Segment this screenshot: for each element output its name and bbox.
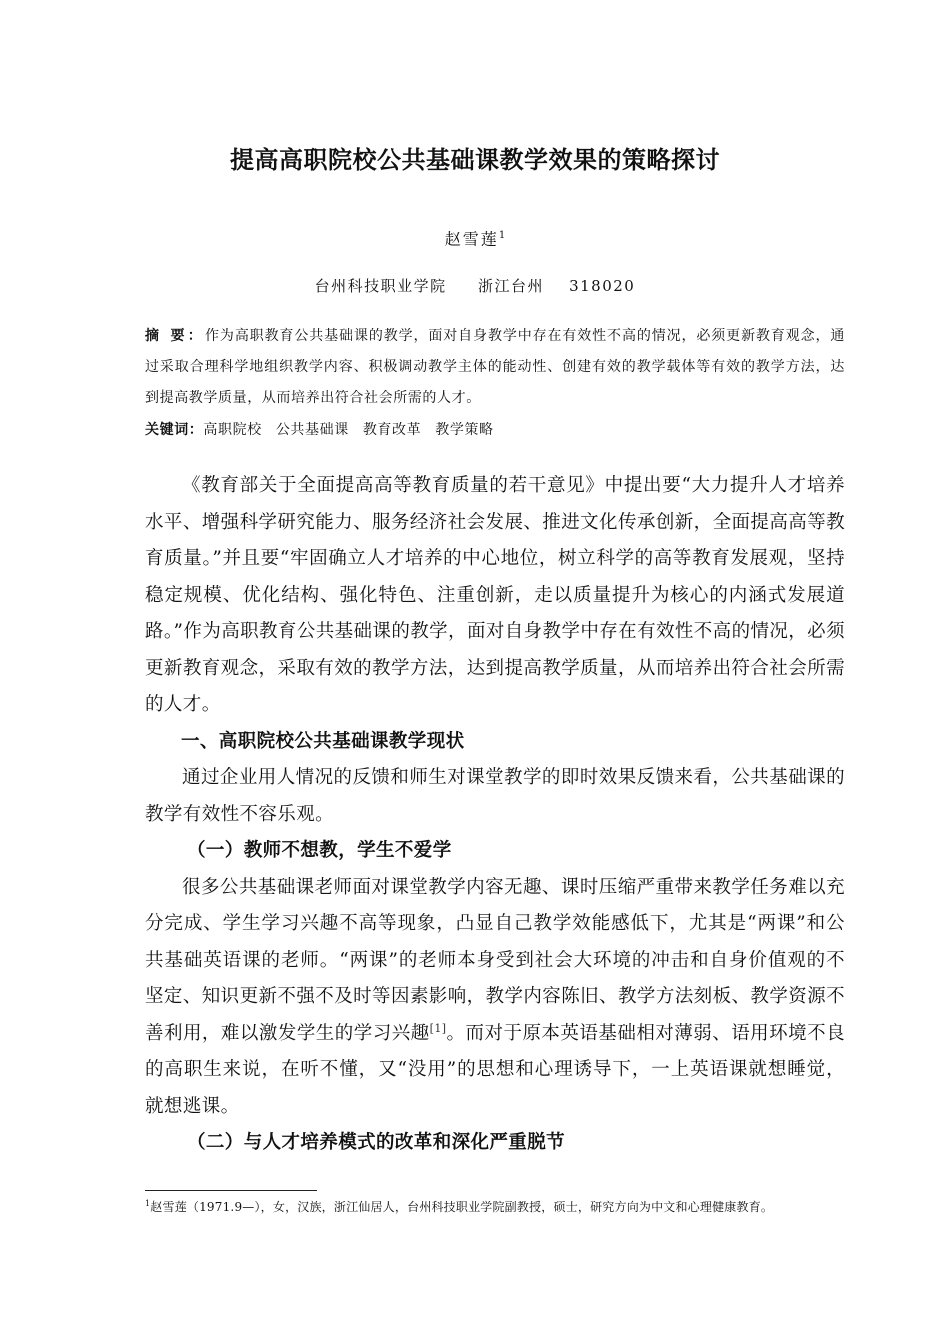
subsection-heading: （一）教师不想教，学生不爱学 (187, 840, 452, 861)
body-paragraph: 《教育部关于全面提高高等教育质量的若干意见》中提出要“大力提升人才培养水平、增强科学研究能力、服务经济社会发展、推进文化传承创新，全面提高高等教育质量。”并且要“牢固确立人才培养的中心地位，树立科学的高等教育发展观，坚持稳定规模、优化结构、强化特色、注重创新，走以质量提升为核心的内涵式发展道路。”作为高职教育公共基础课的教学，面对自身教学中存在有效性不高的情况，必须更新教育观念，采取有效的教学方法，达到提高教学质量，从而培养出符合社会所需的人才。 (145, 475, 845, 715)
footnote-text: 赵雪莲（1971.9—），女，汉族，浙江仙居人，台州科技职业学院副教授，硕士，研究方向为中文和心理健康教育。 (150, 1200, 774, 1214)
keyword: 公共基础课 (275, 422, 349, 438)
keyword: 教育改革 (362, 422, 422, 438)
section-heading: 一、高职院校公共基础课教学现状 (181, 730, 465, 752)
citation-mark: [1] (429, 1021, 447, 1035)
subsection-heading: （二）与人才培养模式的改革和深化严重脱节 (187, 1132, 566, 1153)
keyword: 教学策略 (435, 422, 494, 438)
abstract-label: 摘 要： (145, 328, 206, 344)
footnote-mark: 1 (145, 1199, 151, 1208)
paragraph-text: 很多公共基础课老师面对课堂教学内容无趣、课时压缩严重带来教学任务难以充分完成、学生学习兴趣不高等现象，凸显自己教学效能感低下，尤其是“两课”和公共基础英语课的老师。“两课”的老师本身受到社会大环境的冲击和自身价值观的不坚定、知识更新不强不及时等因素影响，教学内容陈旧、教学方法刻板、教学资源不善利用，难以激发学生的学习兴趣 (145, 876, 845, 1044)
keywords-label: 关键词： (145, 422, 204, 438)
keywords (145, 416, 845, 444)
author-name: 赵雪莲 (444, 229, 499, 249)
body-paragraph: 通过企业用人情况的反馈和师生对课堂教学的即时效果反馈来看，公共基础课的教学有效性不容乐观。 (145, 767, 845, 825)
abstract-text: 作为高职教育公共基础课的教学，面对自身教学中存在有效性不高的情况，必须更新教育观念，通过采取合理科学地组织教学内容、积极调动教学主体的能动性、创建有效的教学载体等有效的教学方法，达到提高教学质量，从而培养出符合社会所需的人才。 (145, 328, 845, 406)
footnote-divider (145, 1190, 317, 1191)
footnote (145, 1196, 845, 1215)
body-text (145, 468, 845, 1162)
paper-title: 提高高职院校公共基础课教学效果的策略探讨 (230, 146, 720, 174)
keyword: 高职院校 (203, 422, 262, 438)
body-paragraph (145, 870, 845, 1126)
author-line (0, 223, 950, 252)
affiliation: 台州科技职业学院 浙江台州 318020 (314, 277, 636, 295)
abstract (145, 321, 845, 414)
paragraph-text: 。而对于原本英语基础相对薄弱、语用环境不良的高职生来说，在听不懂，又“没用”的思想和心理诱导下，一上英语课就想睡觉，就想逃课。 (145, 1022, 845, 1117)
author-footnote-mark: 1 (498, 230, 506, 241)
